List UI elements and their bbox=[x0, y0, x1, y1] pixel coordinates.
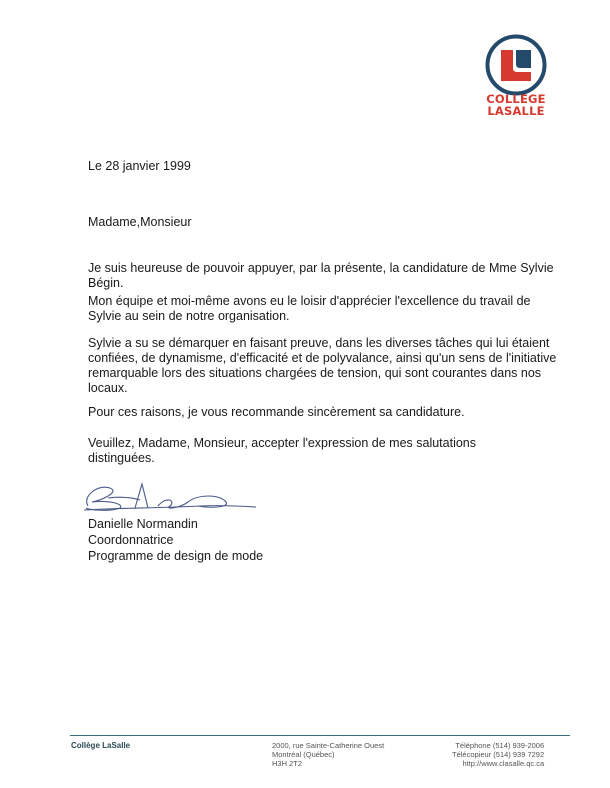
logo-wordmark-line2: LASALLE bbox=[487, 104, 545, 118]
college-lasalle-logo-icon bbox=[484, 33, 548, 97]
footer-fax: Télécopieur (514) 939 7292 bbox=[452, 750, 545, 759]
footer-address-line: H3H 2T2 bbox=[272, 759, 303, 768]
letter-paragraph: Pour ces raisons, je vous recommande sincèrement sa candidature. bbox=[88, 405, 465, 419]
handwritten-signature bbox=[80, 478, 260, 518]
letter-paragraph: Je suis heureuse de pouvoir appuyer, par la présente, la candidature de Mme Sylvie Bégin. bbox=[88, 261, 554, 290]
signatory-department: Programme de design de mode bbox=[88, 549, 264, 563]
letter-paragraph: Veuillez, Madame, Monsieur, accepter l'expression de mes salutations distinguées. bbox=[88, 436, 477, 465]
letter-paragraph: Mon équipe et moi-même avons eu le loisir d'apprécier l'excellence du travail de Sylvie au sein de notre organisation. bbox=[88, 294, 531, 323]
footer-address bbox=[272, 741, 384, 768]
footer-address-line: Montréal (Québec) bbox=[272, 750, 335, 759]
footer-contact bbox=[452, 741, 544, 768]
signatory-title: Coordonnatrice bbox=[88, 533, 174, 547]
footer-divider bbox=[70, 735, 570, 736]
letter-greeting: Madame,Monsieur bbox=[88, 215, 192, 229]
footer-website-link[interactable]: http://www.clasalle.qc.ca bbox=[462, 759, 545, 768]
footer-institution: Collège LaSalle bbox=[71, 741, 131, 750]
letter-date: Le 28 janvier 1999 bbox=[88, 159, 191, 173]
letter-paragraph: Sylvie a su se démarquer en faisant preuve, dans les diverses tâches qui lui étaient confiées, de dynamisme, d'efficacité et de polyvalance, ainsi qu'un sens de l'initiative remarquable lors des situations chargées de tension, qui sont courantes dans nos locaux. bbox=[88, 336, 557, 395]
logo-wordmark-line1: COLLEGE bbox=[486, 92, 546, 106]
logo-wordmark bbox=[478, 93, 554, 117]
footer-address-line: 2000, rue Sainte-Catherine Ouest bbox=[272, 741, 385, 750]
footer-phone: Téléphone (514) 939-2006 bbox=[455, 741, 545, 750]
signatory-name: Danielle Normandin bbox=[88, 517, 198, 531]
